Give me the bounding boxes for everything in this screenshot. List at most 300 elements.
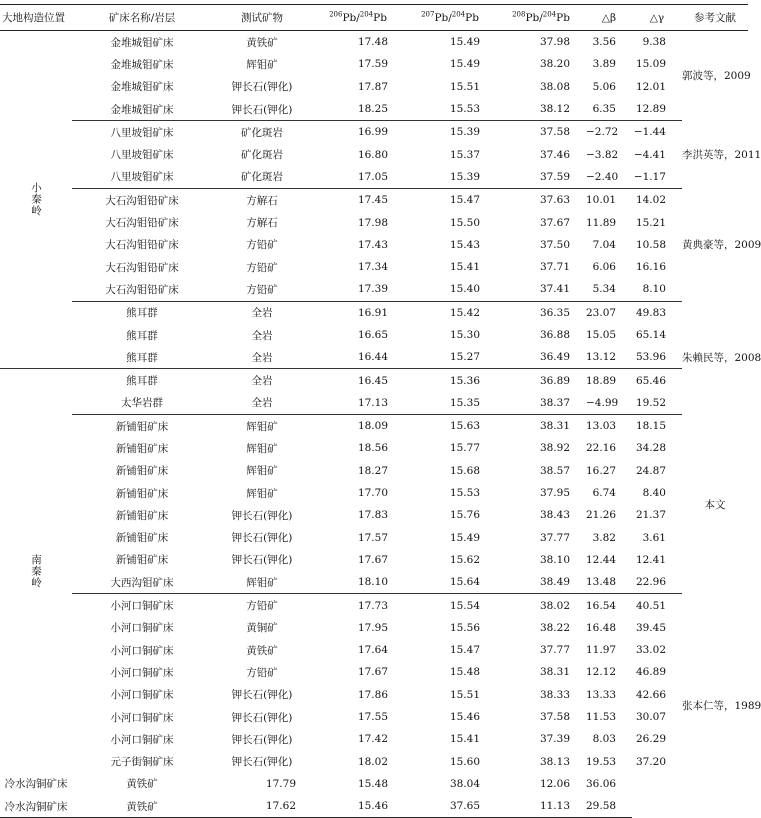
pb206-204-cell: 17.39 <box>357 283 388 296</box>
pb206-204-cell: 17.42 <box>357 733 388 746</box>
pb208-204-cell: 38.92 <box>539 442 570 455</box>
table-row <box>0 234 748 256</box>
pb207-204-cell: 15.42 <box>404 301 496 324</box>
pb206-204-cell: 18.27 <box>357 464 388 477</box>
pb207-204-cell: 15.47 <box>404 189 496 212</box>
pb208-204-cell: 37.77 <box>539 644 570 657</box>
table-row <box>0 31 748 54</box>
pb208-204-cell: 38.08 <box>539 80 570 93</box>
mineral-cell: 黄铁矿 <box>246 644 278 657</box>
delta-beta-cell: 6.06 <box>592 261 616 274</box>
deposit-cell: 新铺钼矿床 <box>115 554 169 567</box>
delta-gamma-cell: 12.41 <box>635 553 666 566</box>
delta-gamma-cell: 29.58 <box>586 795 632 818</box>
pb208-204-cell: 37.63 <box>496 189 586 212</box>
deposit-cell: 小河口铜矿床 <box>110 644 174 657</box>
pb207-204-cell: 15.36 <box>404 369 496 392</box>
header-pb208-204: $^{208}$Pb/$^{204}$Pb <box>496 5 586 31</box>
deposit-cell: 小河口铜矿床 <box>110 733 174 746</box>
deposit-cell: 小河口铜矿床 <box>110 666 174 679</box>
pb208-204-cell: 36.35 <box>496 301 586 324</box>
delta-beta-cell: 13.12 <box>586 351 617 364</box>
delta-beta-cell: 13.33 <box>586 688 617 701</box>
pb208-204-cell: 36.49 <box>539 351 570 364</box>
deposit-cell: 金堆城钼矿床 <box>110 81 174 94</box>
delta-gamma-cell: 3.61 <box>642 531 666 544</box>
table-row <box>0 594 748 617</box>
delta-beta-cell: 10.01 <box>586 189 632 212</box>
delta-beta-cell: 23.07 <box>586 301 632 324</box>
pb206-204-cell: 18.09 <box>312 415 404 438</box>
deposit-cell: 八里坡钼矿床 <box>110 171 174 184</box>
table-row <box>0 143 748 165</box>
delta-gamma-cell: 24.87 <box>635 464 666 477</box>
deposit-cell: 小河口铜矿床 <box>72 594 212 617</box>
table-row <box>0 460 748 482</box>
delta-beta-cell: 15.05 <box>586 329 617 341</box>
reference-cell: 黄典豪等，2009 <box>682 239 761 252</box>
delta-beta-cell: 11.89 <box>586 216 617 229</box>
delta-beta-cell: 22.16 <box>586 442 617 455</box>
table-row <box>0 256 748 278</box>
delta-gamma-cell: 8.40 <box>642 487 666 500</box>
pb206-204-cell: 16.80 <box>357 148 388 161</box>
header-row <box>0 5 748 31</box>
pb207-204-cell: 15.41 <box>449 733 480 746</box>
pb207-204-cell: 15.76 <box>449 509 480 522</box>
header-delta-gamma: △γ <box>632 5 682 31</box>
delta-beta-cell: 18.89 <box>586 369 632 392</box>
mineral-cell: 钾长石(钾化) <box>231 509 293 522</box>
mineral-cell: 方解石 <box>246 217 278 230</box>
header-region: 大地构造位置 <box>0 5 72 31</box>
mineral-cell: 黄铁矿 <box>246 36 278 49</box>
pb208-204-cell: 38.57 <box>539 464 570 477</box>
pb206-204-cell: 17.95 <box>357 621 388 634</box>
mineral-cell: 黄铜矿 <box>246 622 278 635</box>
delta-beta-cell: −2.72 <box>586 121 632 144</box>
pb206-204-cell: 16.44 <box>357 351 388 364</box>
table-row <box>0 211 748 233</box>
pb206-204-cell: 17.83 <box>357 509 388 522</box>
delta-beta-cell: 12.12 <box>586 666 617 679</box>
pb207-204-cell: 15.39 <box>404 121 496 144</box>
pb206-204-cell: 17.86 <box>357 688 388 701</box>
delta-beta-cell: 13.48 <box>586 576 617 589</box>
deposit-cell: 八里坡钼矿床 <box>72 121 212 144</box>
deposit-cell: 熊耳群 <box>126 351 158 364</box>
pb208-204-cell: 37.95 <box>539 487 570 500</box>
delta-beta-cell: 5.06 <box>592 80 616 93</box>
table-row <box>0 324 748 346</box>
mineral-cell: 方铅矿 <box>246 239 278 252</box>
delta-gamma-cell: 26.29 <box>635 733 666 746</box>
delta-beta-cell: 19.53 <box>586 755 617 768</box>
mineral-cell: 黄铁矿 <box>72 795 212 818</box>
pb206-204-cell: 17.64 <box>357 644 388 657</box>
pb208-204-cell: 37.71 <box>539 261 570 274</box>
deposit-cell: 熊耳群 <box>72 369 212 392</box>
mineral-cell: 辉钼矿 <box>246 576 278 589</box>
header-pb206-204: $^{206}$Pb/$^{204}$Pb <box>312 5 404 31</box>
region-cell: 小秦岭 <box>30 182 42 217</box>
mineral-cell: 全岩 <box>212 369 312 392</box>
deposit-cell: 太华岩群 <box>121 397 163 410</box>
deposit-cell: 熊耳群 <box>72 301 212 324</box>
deposit-cell: 大石沟钼铅矿床 <box>105 283 179 296</box>
pb206-204-cell: 17.73 <box>312 594 404 617</box>
delta-gamma-cell: 39.45 <box>635 621 666 634</box>
delta-gamma-cell: 53.96 <box>635 351 666 364</box>
delta-gamma-cell: −1.44 <box>632 121 682 144</box>
pb208-204-cell: 38.31 <box>539 666 570 679</box>
pb206-204-cell: 17.55 <box>357 711 388 724</box>
deposit-cell: 小河口铜矿床 <box>110 689 174 702</box>
mineral-cell: 钾长石(钾化) <box>231 532 293 545</box>
table-row <box>0 571 748 594</box>
pb208-204-cell: 36.89 <box>496 369 586 392</box>
table-row <box>0 751 748 773</box>
mineral-cell: 钾长石(钾化) <box>231 554 293 567</box>
deposit-cell: 新铺钼矿床 <box>115 465 169 478</box>
delta-gamma-cell: 46.89 <box>635 666 666 679</box>
table-row <box>0 121 748 144</box>
deposit-cell: 金堆城钼矿床 <box>110 58 174 71</box>
pb208-204-cell: 37.41 <box>539 283 570 296</box>
delta-beta-cell: 11.53 <box>586 711 617 724</box>
pb206-204-cell: 16.65 <box>357 329 388 341</box>
deposit-cell: 小河口铜矿床 <box>110 711 174 724</box>
pb207-204-cell: 15.48 <box>449 666 480 679</box>
delta-gamma-cell: 30.07 <box>635 711 666 724</box>
mineral-cell: 辉钼矿 <box>246 58 278 71</box>
mineral-cell: 辉钼矿 <box>246 465 278 478</box>
deposit-cell: 大西沟钼矿床 <box>110 576 174 589</box>
pb208-204-cell: 37.98 <box>539 36 570 49</box>
table-row <box>0 76 748 98</box>
pb206-204-cell: 17.67 <box>357 553 388 566</box>
delta-beta-cell: −3.82 <box>586 148 619 161</box>
deposit-cell: 金堆城钼矿床 <box>110 103 174 116</box>
delta-beta-cell: 3.56 <box>592 36 616 49</box>
pb207-204-cell: 15.40 <box>449 283 480 296</box>
pb207-204-cell: 15.54 <box>404 594 496 617</box>
pb208-204-cell: 38.13 <box>539 755 570 768</box>
table-row <box>0 728 748 750</box>
deposit-cell: 新铺钼矿床 <box>115 487 169 500</box>
delta-beta-cell: 12.06 <box>539 777 570 790</box>
delta-gamma-cell: 19.52 <box>635 396 666 409</box>
pb208-204-cell: 37.39 <box>539 733 570 746</box>
pb208-204-cell: 38.22 <box>539 621 570 634</box>
delta-beta-cell: 16.54 <box>586 594 632 617</box>
pb207-204-cell: 15.47 <box>449 644 480 657</box>
pb208-204-cell: 38.49 <box>539 576 570 589</box>
delta-gamma-cell: 49.83 <box>632 301 682 324</box>
table-row <box>0 98 748 121</box>
mineral-cell: 辉钼矿 <box>246 442 278 455</box>
mineral-cell: 辉钼矿 <box>246 487 278 500</box>
delta-beta-cell: 11.97 <box>586 644 617 657</box>
pb206-204-cell: 16.45 <box>312 369 404 392</box>
table-row <box>0 346 748 369</box>
pb206-204-cell: 17.70 <box>357 487 388 500</box>
header-reference: 参考文献 <box>682 5 748 31</box>
pb206-204-cell: 16.99 <box>312 121 404 144</box>
pb206-204-cell: 17.48 <box>357 36 388 49</box>
deposit-cell: 大石沟钼铅矿床 <box>72 189 212 212</box>
pb207-204-cell: 15.35 <box>449 396 480 409</box>
reference-cell: 李洪英等，2011 <box>682 149 761 162</box>
deposit-cell: 大石沟钼铅矿床 <box>105 261 179 274</box>
pb206-204-cell: 17.45 <box>312 189 404 212</box>
delta-gamma-cell: −1.17 <box>633 170 666 183</box>
table-row <box>0 706 748 728</box>
header-pb207-204: $^{207}$Pb/$^{204}$Pb <box>404 5 496 31</box>
delta-beta-cell: 5.34 <box>592 283 616 296</box>
deposit-cell: 大石沟钼铅矿床 <box>105 217 179 230</box>
mineral-cell: 辉钼矿 <box>212 415 312 438</box>
table-row <box>0 53 748 75</box>
pb208-204-cell: 38.31 <box>496 415 586 438</box>
delta-gamma-cell: 65.14 <box>635 329 666 341</box>
pb206-204-cell: 17.79 <box>265 777 296 790</box>
pb207-204-cell: 15.30 <box>449 329 480 341</box>
pb207-204-cell: 15.41 <box>449 261 480 274</box>
deposit-cell: 元子街铜矿床 <box>110 756 174 769</box>
pb207-204-cell: 15.46 <box>312 795 404 818</box>
mineral-cell: 全岩 <box>251 397 273 410</box>
pb207-204-cell: 15.63 <box>404 415 496 438</box>
pb208-204-cell: 38.02 <box>496 594 586 617</box>
mineral-cell: 全岩 <box>212 301 312 324</box>
delta-gamma-cell: 9.38 <box>642 36 666 49</box>
mineral-cell: 矿化斑岩 <box>241 149 283 162</box>
pb208-204-cell: 37.77 <box>539 531 570 544</box>
delta-gamma-cell: 12.01 <box>635 80 666 93</box>
pb207-204-cell: 15.48 <box>357 777 388 790</box>
pb206-204-cell: 17.57 <box>357 531 388 544</box>
delta-beta-cell: 7.04 <box>592 238 616 251</box>
table-row <box>0 549 748 571</box>
pb207-204-cell: 15.39 <box>449 170 480 183</box>
pb207-204-cell: 15.51 <box>449 688 480 701</box>
delta-gamma-cell: 40.51 <box>632 594 682 617</box>
pb207-204-cell: 15.37 <box>449 148 480 161</box>
pb208-204-cell: 38.33 <box>539 688 570 701</box>
table-row <box>0 437 748 459</box>
table-row <box>0 684 748 706</box>
mineral-cell: 钾长石(钾化) <box>231 733 293 746</box>
mineral-cell: 矿化斑岩 <box>212 121 312 144</box>
header-deposit: 矿床名称/岩层 <box>72 5 212 31</box>
mineral-cell: 方解石 <box>212 189 312 212</box>
delta-gamma-cell: 10.58 <box>635 238 666 251</box>
pb207-204-cell: 15.53 <box>449 487 480 500</box>
delta-beta-cell: 6.35 <box>592 103 616 116</box>
pb207-204-cell: 15.56 <box>449 621 480 634</box>
table-row <box>0 369 748 392</box>
mineral-cell: 钾长石(钾化) <box>231 689 293 702</box>
delta-gamma-cell: 22.96 <box>635 576 666 589</box>
mineral-cell: 钾长石(钾化) <box>231 756 293 769</box>
delta-beta-cell: 12.44 <box>586 553 617 566</box>
table-row <box>0 661 748 683</box>
table-row <box>0 189 748 212</box>
pb207-204-cell: 15.46 <box>449 711 480 724</box>
pb206-204-cell: 17.43 <box>357 238 388 251</box>
table-row <box>0 301 748 324</box>
mineral-cell: 方铅矿 <box>246 261 278 274</box>
header-mineral: 测试矿物 <box>212 5 312 31</box>
table-row <box>0 527 748 549</box>
pb206-204-cell: 17.05 <box>357 170 388 183</box>
pb208-204-cell: 38.43 <box>539 509 570 522</box>
reference-cell: 张本仁等，1989 <box>682 700 761 713</box>
reference-cell: 朱赖民等，2008 <box>682 352 761 365</box>
delta-gamma-cell: −4.41 <box>633 148 666 161</box>
pb208-204-cell: 37.67 <box>539 216 570 229</box>
delta-beta-cell: −4.99 <box>586 396 619 409</box>
pb207-204-cell: 15.62 <box>449 553 480 566</box>
mineral-cell: 黄铁矿 <box>126 778 158 791</box>
pb206-204-cell: 17.98 <box>357 216 388 229</box>
pb206-204-cell: 18.02 <box>357 755 388 768</box>
pb206-204-cell: 18.10 <box>357 576 388 589</box>
pb208-204-cell: 38.04 <box>449 777 480 790</box>
pb207-204-cell: 15.51 <box>449 80 480 93</box>
delta-gamma-cell: 18.15 <box>632 415 682 438</box>
pb208-204-cell: 37.50 <box>539 238 570 251</box>
header-delta-beta: △β <box>586 5 632 31</box>
deposit-cell: 冷水沟铜矿床 <box>4 778 68 791</box>
mineral-cell: 钾长石(钾化) <box>231 711 293 724</box>
deposit-cell: 金堆城钼矿床 <box>110 36 174 49</box>
pb206-204-cell: 17.59 <box>357 58 388 71</box>
deposit-cell: 八里坡钼矿床 <box>110 149 174 162</box>
mineral-cell: 钾长石(钾化) <box>231 103 293 116</box>
delta-beta-cell: 16.48 <box>586 621 617 634</box>
pb208-204-cell: 37.46 <box>539 148 570 161</box>
pb206-204-cell: 17.34 <box>357 261 388 274</box>
delta-gamma-cell: 21.37 <box>635 509 666 522</box>
deposit-cell: 新铺钼矿床 <box>72 415 212 438</box>
delta-beta-cell: 3.89 <box>592 58 616 71</box>
delta-gamma-cell: 65.46 <box>632 369 682 392</box>
table-body <box>0 31 761 818</box>
pb207-204-cell: 15.49 <box>449 58 480 71</box>
deposit-cell: 熊耳群 <box>126 329 158 342</box>
pb208-204-cell: 36.88 <box>539 329 570 341</box>
deposit-cell: 新铺钼矿床 <box>115 509 169 522</box>
pb206-204-cell: 18.25 <box>357 103 388 116</box>
reference-cell: 本文 <box>704 498 726 511</box>
table-row <box>0 415 748 438</box>
deposit-cell: 大石沟钼铅矿床 <box>105 239 179 252</box>
delta-gamma-cell: 36.06 <box>586 777 617 790</box>
mineral-cell: 全岩 <box>251 329 273 342</box>
delta-gamma-cell: 12.89 <box>635 103 666 116</box>
table-row <box>0 392 748 415</box>
table-row <box>0 773 748 795</box>
mineral-cell: 方铅矿 <box>212 594 312 617</box>
delta-beta-cell: 6.74 <box>592 487 616 500</box>
pb207-204-cell: 15.50 <box>449 216 480 229</box>
delta-beta-cell: 16.27 <box>586 464 617 477</box>
pb206-204-cell: 17.62 <box>212 795 312 818</box>
delta-gamma-cell: 33.02 <box>635 644 666 657</box>
table-row <box>0 617 748 639</box>
delta-beta-cell: −2.40 <box>586 170 619 183</box>
pb207-204-cell: 15.53 <box>449 103 480 116</box>
pb206-204-cell: 18.56 <box>357 442 388 455</box>
lead-isotope-table <box>0 4 761 818</box>
delta-gamma-cell: 8.10 <box>642 283 666 296</box>
mineral-cell: 全岩 <box>251 351 273 364</box>
deposit-cell: 新铺钼矿床 <box>115 442 169 455</box>
pb206-204-cell: 17.67 <box>357 666 388 679</box>
delta-beta-cell: 21.26 <box>586 509 617 522</box>
pb208-204-cell: 38.10 <box>539 553 570 566</box>
reference-cell: 郭波等，2009 <box>682 70 751 83</box>
mineral-cell: 方铅矿 <box>246 283 278 296</box>
deposit-cell: 小河口铜矿床 <box>110 622 174 635</box>
pb206-204-cell: 17.13 <box>357 396 388 409</box>
pb206-204-cell: 17.87 <box>357 80 388 93</box>
pb207-204-cell: 15.68 <box>449 464 480 477</box>
deposit-cell: 新铺钼矿床 <box>115 532 169 545</box>
delta-gamma-cell: 15.21 <box>635 216 666 229</box>
delta-beta-cell: 3.82 <box>592 531 616 544</box>
delta-beta-cell: 8.03 <box>592 733 616 746</box>
table-row <box>0 166 748 189</box>
delta-gamma-cell: 14.02 <box>632 189 682 212</box>
delta-gamma-cell: 42.66 <box>635 688 666 701</box>
pb208-204-cell: 38.37 <box>539 396 570 409</box>
table-row <box>0 278 748 301</box>
pb207-204-cell: 15.43 <box>449 238 480 251</box>
pb207-204-cell: 15.64 <box>449 576 480 589</box>
pb208-204-cell: 37.59 <box>539 170 570 183</box>
pb207-204-cell: 15.60 <box>449 755 480 768</box>
delta-gamma-cell: 34.28 <box>635 442 666 455</box>
pb207-204-cell: 15.27 <box>449 351 480 364</box>
table-row <box>0 482 748 504</box>
mineral-cell: 方铅矿 <box>246 666 278 679</box>
delta-gamma-cell: 16.16 <box>635 261 666 274</box>
mineral-cell: 矿化斑岩 <box>241 171 283 184</box>
table-row <box>0 504 748 526</box>
pb207-204-cell: 15.77 <box>449 442 480 455</box>
delta-gamma-cell: 15.09 <box>635 58 666 71</box>
pb207-204-cell: 15.49 <box>449 531 480 544</box>
delta-gamma-cell: 37.20 <box>635 755 666 768</box>
delta-beta-cell: 13.03 <box>586 415 632 438</box>
region-cell: 南秦岭 <box>0 369 72 773</box>
mineral-cell: 钾长石(钾化) <box>231 81 293 94</box>
pb208-204-cell: 37.58 <box>496 121 586 144</box>
pb208-204-cell: 37.58 <box>539 711 570 724</box>
pb208-204-cell: 38.20 <box>539 58 570 71</box>
pb208-204-cell: 37.65 <box>404 795 496 818</box>
delta-beta-cell: 11.13 <box>496 795 586 818</box>
deposit-cell: 冷水沟铜矿床 <box>0 795 72 818</box>
pb208-204-cell: 38.12 <box>539 103 570 116</box>
pb206-204-cell: 16.91 <box>312 301 404 324</box>
table-row <box>0 795 748 818</box>
table-row <box>0 639 748 661</box>
pb207-204-cell: 15.49 <box>449 36 480 49</box>
